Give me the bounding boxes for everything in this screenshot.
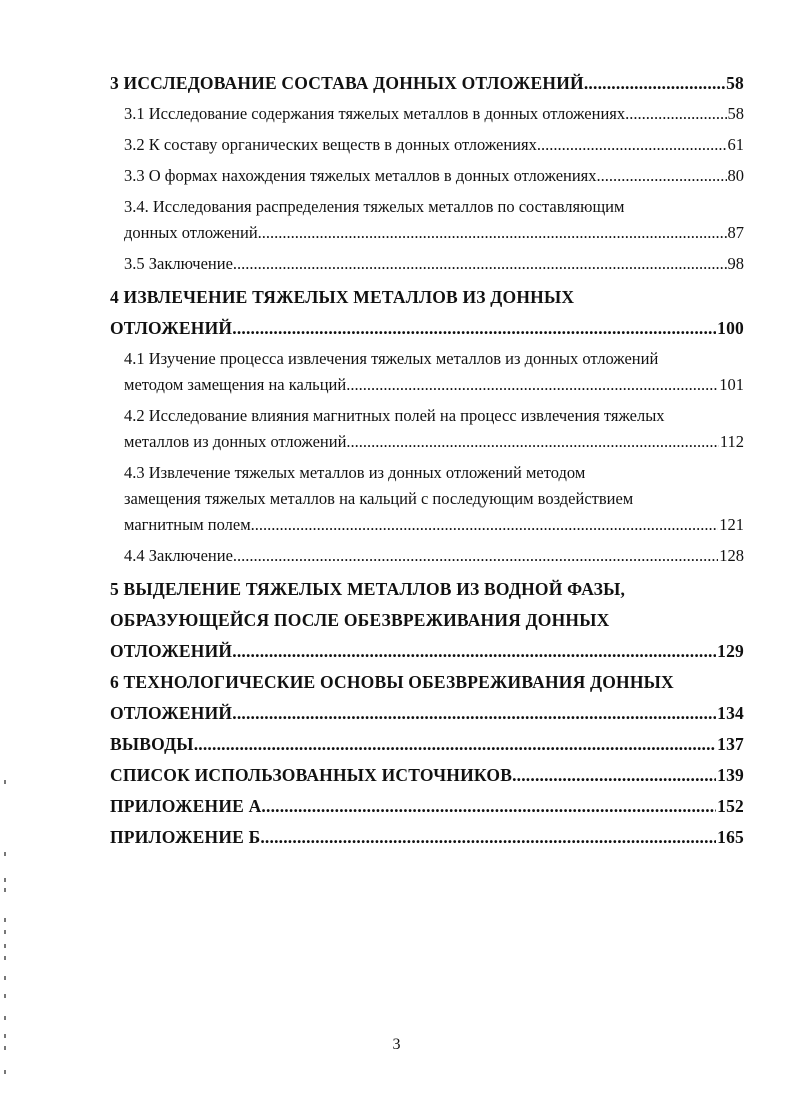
toc-entry-title: магнитным полем xyxy=(124,515,251,534)
toc-entry xyxy=(110,791,744,822)
scan-mark xyxy=(4,852,6,856)
toc-entry-title: 3.1 Исследование содержания тяжелых металлов в донных отложениях xyxy=(124,104,626,123)
dot-leader xyxy=(512,760,716,791)
toc-entry-title: 3 ИССЛЕДОВАНИЕ СОСТАВА ДОННЫХ ОТЛОЖЕНИЙ xyxy=(110,73,584,93)
dot-leader xyxy=(261,791,716,822)
dot-leader xyxy=(194,729,716,760)
toc-entry xyxy=(110,68,744,99)
scan-mark xyxy=(4,956,6,960)
toc-page-number: 58 xyxy=(727,104,744,123)
dot-leader xyxy=(232,313,716,344)
toc-entry-title: ОТЛОЖЕНИЙ xyxy=(110,641,233,661)
toc-entry-text: 3.4. Исследования распределения тяжелых металлов по составляющим xyxy=(124,197,625,216)
scan-mark xyxy=(4,878,6,882)
toc-page-number: 101 xyxy=(719,375,744,394)
toc-entry-line xyxy=(124,101,744,127)
toc-entry-text: 5 ВЫДЕЛЕНИЕ ТЯЖЕЛЫХ МЕТАЛЛОВ ИЗ ВОДНОЙ ФАЗЫ, xyxy=(110,579,626,599)
toc-entry-line xyxy=(110,729,744,760)
toc-page-number: 87 xyxy=(727,223,744,242)
toc-page-number: 58 xyxy=(726,73,744,93)
toc-entry-line xyxy=(110,822,744,853)
toc-page-number: 121 xyxy=(719,515,744,534)
dot-leader xyxy=(233,543,718,569)
toc-entry-line xyxy=(110,698,744,729)
toc-entry xyxy=(110,346,744,398)
toc-entry xyxy=(110,282,744,344)
dot-leader xyxy=(258,220,727,246)
scan-mark xyxy=(4,976,6,980)
toc-entry-text: 6 ТЕХНОЛОГИЧЕСКИЕ ОСНОВЫ ОБЕЗВРЕЖИВАНИЯ ДОННЫХ xyxy=(110,672,674,692)
toc-entry xyxy=(110,251,744,277)
table-of-contents xyxy=(110,68,744,853)
scan-mark xyxy=(4,930,6,934)
toc-entry-title: 3.5 Заключение xyxy=(124,254,233,273)
toc-page-number: 128 xyxy=(719,546,744,565)
toc-entry-line xyxy=(124,251,744,277)
dot-leader xyxy=(233,251,727,277)
toc-entry-text: 4 ИЗВЛЕЧЕНИЕ ТЯЖЕЛЫХ МЕТАЛЛОВ ИЗ ДОННЫХ xyxy=(110,287,575,307)
toc-entry xyxy=(110,460,744,538)
toc-entry xyxy=(110,132,744,158)
toc-page-number: 134 xyxy=(717,703,744,723)
toc-entry-title: ПРИЛОЖЕНИЕ Б xyxy=(110,827,261,847)
toc-entry xyxy=(110,822,744,853)
toc-entry xyxy=(110,163,744,189)
dot-leader xyxy=(232,698,716,729)
dot-leader xyxy=(625,101,726,127)
scan-mark xyxy=(4,944,6,948)
toc-entry-title: ВЫВОДЫ xyxy=(110,734,194,754)
toc-entry-title: 4.4 Заключение xyxy=(124,546,233,565)
toc-entry xyxy=(110,543,744,569)
scan-mark xyxy=(4,918,6,922)
toc-entry-line xyxy=(110,636,744,667)
toc-entry xyxy=(110,194,744,246)
toc-entry xyxy=(110,574,744,667)
toc-entry-text: 4.2 Исследование влияния магнитных полей на процесс извлечения тяжелых xyxy=(124,406,665,425)
dot-leader xyxy=(537,132,727,158)
toc-entry-line xyxy=(124,543,744,569)
dot-leader xyxy=(346,429,718,455)
toc-page-number: 165 xyxy=(717,827,744,847)
scan-mark xyxy=(4,1016,6,1020)
toc-entry-title: методом замещения на кальций xyxy=(124,375,347,394)
page-number: 3 xyxy=(392,1036,401,1053)
dot-leader xyxy=(584,68,725,99)
toc-entry-title: СПИСОК ИСПОЛЬЗОВАННЫХ ИСТОЧНИКОВ xyxy=(110,765,513,785)
scan-mark xyxy=(4,888,6,892)
toc-entry-line xyxy=(124,512,744,538)
toc-entry-title: ПРИЛОЖЕНИЕ А xyxy=(110,796,262,816)
toc-entry-line xyxy=(124,163,744,189)
toc-entry xyxy=(110,760,744,791)
toc-entry-title: донных отложений xyxy=(124,223,258,242)
toc-entry xyxy=(110,101,744,127)
scan-mark xyxy=(4,994,6,998)
toc-page-number: 139 xyxy=(717,765,744,785)
toc-entry xyxy=(110,729,744,760)
toc-entry-title: 3.2 К составу органических веществ в донных отложениях xyxy=(124,135,537,154)
toc-page-number: 61 xyxy=(727,135,744,154)
dot-leader xyxy=(232,636,716,667)
toc-entry-line xyxy=(110,760,744,791)
toc-page-number: 152 xyxy=(717,796,744,816)
toc-entry-text: замещения тяжелых металлов на кальций с последующим воздействием xyxy=(124,489,634,508)
toc-entry-text: 4.1 Изучение процесса извлечения тяжелых металлов из донных отложений xyxy=(124,349,659,368)
toc-page-number: 137 xyxy=(717,734,744,754)
toc-page-number: 129 xyxy=(717,641,744,661)
toc-page-number: 98 xyxy=(727,254,744,273)
toc-entry-title: металлов из донных отложений xyxy=(124,432,347,451)
toc-entry-text: 4.3 Извлечение тяжелых металлов из донных отложений методом xyxy=(124,463,586,482)
toc-entry-title: ОТЛОЖЕНИЙ xyxy=(110,318,233,338)
scan-mark xyxy=(4,1046,6,1050)
toc-entry-line xyxy=(110,68,744,99)
toc-entry-text: ОБРАЗУЮЩЕЙСЯ ПОСЛЕ ОБЕЗВРЕЖИВАНИЯ ДОННЫХ xyxy=(110,610,610,630)
toc-entry-line xyxy=(110,791,744,822)
toc-entry xyxy=(110,403,744,455)
scan-artifacts xyxy=(4,780,10,1080)
dot-leader xyxy=(251,512,719,538)
toc-entry-title: 3.3 О формах нахождения тяжелых металлов в донных отложениях xyxy=(124,166,597,185)
scan-mark xyxy=(4,780,6,784)
toc-entry-line xyxy=(124,220,744,246)
toc-page-number: 112 xyxy=(719,432,744,451)
toc-page-number: 100 xyxy=(717,318,744,338)
toc-entry-line xyxy=(110,313,744,344)
scan-mark xyxy=(4,1034,6,1038)
toc-entry-line xyxy=(124,132,744,158)
toc-entry-line xyxy=(124,429,744,455)
dot-leader xyxy=(260,822,716,853)
dot-leader xyxy=(346,372,718,398)
scan-mark xyxy=(4,1070,6,1074)
toc-page-number: 80 xyxy=(727,166,744,185)
dot-leader xyxy=(597,163,727,189)
toc-entry-line xyxy=(124,372,744,398)
toc-entry xyxy=(110,667,744,729)
toc-entry-title: ОТЛОЖЕНИЙ xyxy=(110,703,233,723)
